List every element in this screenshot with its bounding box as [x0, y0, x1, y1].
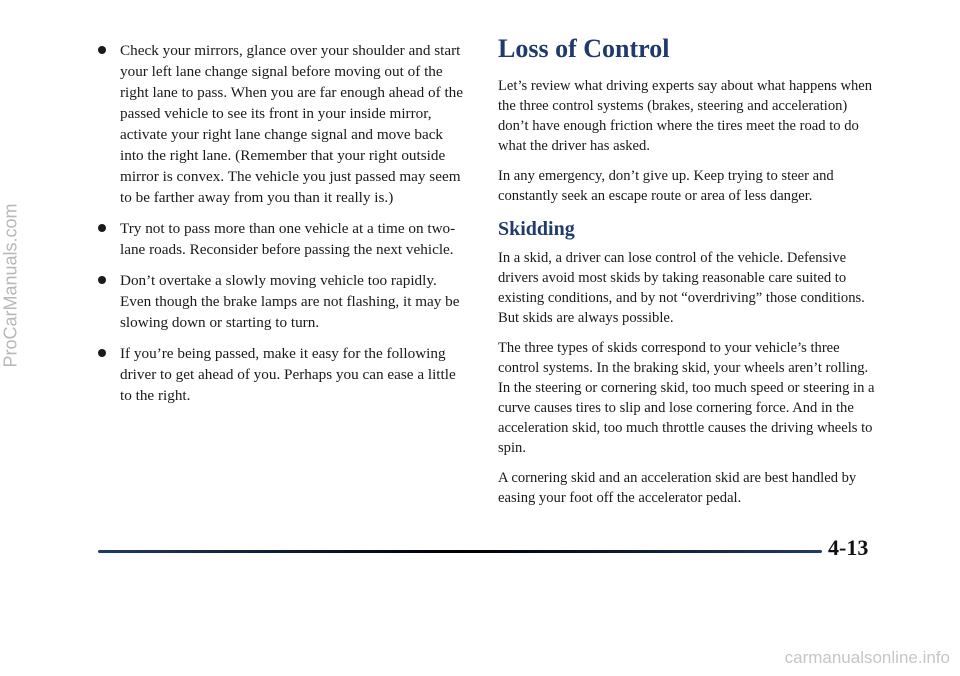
left-column	[98, 40, 468, 416]
footer-site-text: carmanualsonline.info	[784, 648, 950, 667]
page-number: 4-13	[828, 535, 869, 560]
bullet-text: Don’t overtake a slowly moving vehicle too rapidly. Even though the brake lamps are not flashing, it may be slowing down or starting to turn.	[120, 272, 460, 331]
footer-divider	[98, 550, 822, 553]
section-heading-skidding: Skidding	[498, 218, 575, 240]
paragraph: The three types of skids correspond to your vehicle’s three control systems. In the braking skid, your wheels aren’t rolling. In the steering or cornering skid, too much speed or steering in a curve causes tires to slip and lose cornering force. And in the acceleration skid, too much throttle causes the driving wheels to spin.	[498, 340, 875, 456]
bullet-text: Try not to pass more than one vehicle at a time on two-lane roads. Reconsider before passing the next vehicle.	[120, 220, 456, 258]
watermark	[0, 120, 26, 450]
bullet-dot-icon	[98, 224, 106, 232]
bullet-item	[98, 40, 468, 208]
bullet-text: If you’re being passed, make it easy for the following driver to get ahead of you. Perhaps you can ease a little to the right.	[120, 345, 456, 404]
paragraph: Let’s review what driving experts say about what happens when the three control systems (brakes, steering and acceleration) don’t have enough friction where the tires meet the road to do what the driver has asked.	[498, 78, 873, 154]
right-column	[498, 32, 876, 518]
bullet-dot-icon	[98, 46, 106, 54]
paragraph: In a skid, a driver can lose control of the vehicle. Defensive drivers avoid most skids by taking reasonable care suited to existing conditions, and by not “overdriving” those conditions. But skids are always possible.	[498, 250, 865, 326]
watermark-text: ProCarManuals.com	[0, 202, 21, 368]
bullet-item	[98, 218, 468, 260]
bullet-item	[98, 270, 468, 333]
paragraph: A cornering skid and an acceleration skid are best handled by easing your foot off the accelerator pedal.	[498, 470, 857, 506]
bullet-text: Check your mirrors, glance over your shoulder and start your left lane change signal before moving out of the right lane to pass. When you are far enough ahead of the passed vehicle to see its front in your inside mirror, activate your right lane change signal and move back into the right lane. (Remember that your right outside mirror is convex. The vehicle you just passed may seem to be farther away from you than it really is.)	[120, 42, 464, 206]
bullet-dot-icon	[98, 349, 106, 357]
section-heading-loss-of-control: Loss of Control	[498, 34, 670, 63]
bullet-dot-icon	[98, 276, 106, 284]
bullet-item	[98, 343, 468, 406]
paragraph: In any emergency, don’t give up. Keep trying to steer and constantly seek an escape route or area of less danger.	[498, 168, 834, 204]
